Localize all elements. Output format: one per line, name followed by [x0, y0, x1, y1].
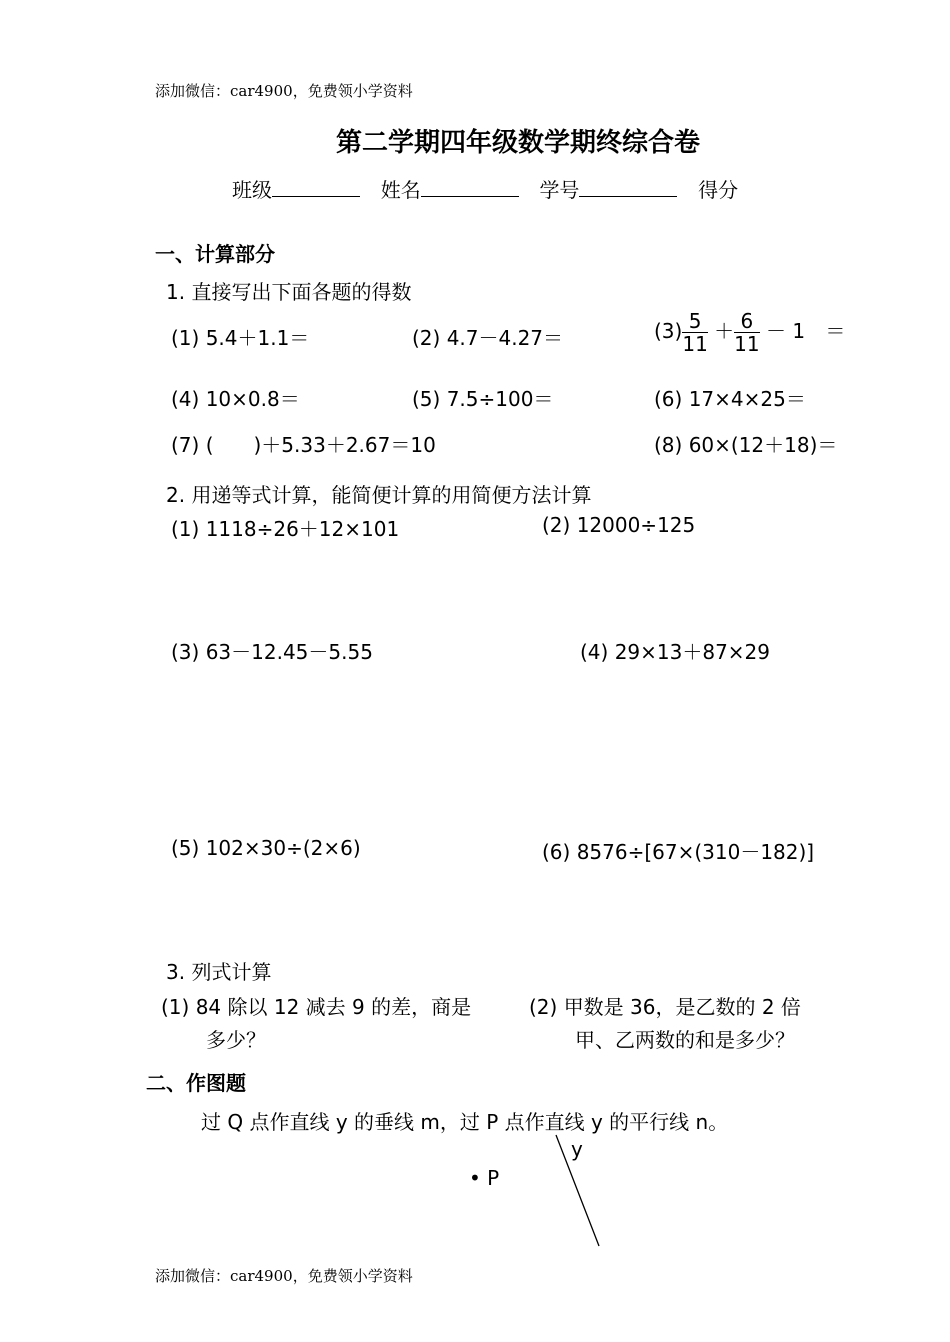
drawing-instruction: 过 Q 点作直线 y 的垂线 m，过 P 点作直线 y 的平行线 n。: [201, 1110, 729, 1134]
number-blank[interactable]: [579, 178, 677, 197]
plus-sign: ＋: [714, 319, 735, 343]
stepwise-item: (1) 1118÷26＋12×101: [171, 517, 400, 541]
section1-heading: 一、计算部分: [155, 242, 275, 266]
stepwise-item: (6) 8576÷[67×(310－182)]: [542, 840, 815, 864]
fraction-a-denominator: 11: [682, 332, 708, 356]
part3-heading: 3. 列式计算: [166, 960, 272, 984]
calc-item: (5) 7.5÷100＝: [412, 387, 554, 411]
minus-one: － 1: [765, 319, 806, 343]
stepwise-item: (5) 102×30÷(2×6): [171, 836, 361, 860]
word-problem-2-line1: (2) 甲数是 36，是乙数的 2 倍: [529, 995, 801, 1019]
fraction-b-denominator: 11: [734, 332, 760, 356]
calc-item: (7) ( )＋5.33＋2.67＝10: [171, 433, 436, 457]
calc-item: (8) 60×(12＋18)＝: [654, 433, 838, 457]
stepwise-item: (3) 63－12.45－5.55: [171, 640, 373, 664]
section2-heading: 二、作图题: [146, 1071, 246, 1095]
word-problem-1-line2: 多少？: [206, 1028, 266, 1052]
stepwise-item: (4) 29×13＋87×29: [580, 640, 770, 664]
fraction-a-numerator: 5: [682, 310, 707, 333]
calc-item: (1) 5.4＋1.1＝: [171, 326, 310, 350]
page-title: 第二学期四年级数学期终综合卷: [335, 128, 700, 158]
info-line: [232, 174, 738, 203]
word-problem-2-line2: 甲、乙两数的和是多少？: [575, 1028, 795, 1052]
fraction-b: [734, 310, 759, 355]
calc-item: (2) 4.7－4.27＝: [412, 326, 564, 350]
footer-note: 添加微信：car4900，免费领小学资料: [155, 1267, 413, 1285]
fraction-a: [682, 310, 707, 355]
calc-item: (4) 10×0.8＝: [171, 387, 300, 411]
equals-sign: ＝: [825, 319, 846, 343]
part1-heading: 1. 直接写出下面各题的得数: [166, 280, 412, 304]
name-blank[interactable]: [421, 178, 519, 197]
score-label: 得分: [698, 178, 739, 202]
fraction-b-numerator: 6: [734, 310, 759, 333]
line-y-label: y: [571, 1137, 583, 1161]
stepwise-item: (2) 12000÷125: [542, 513, 696, 537]
number-label: 学号: [539, 178, 580, 202]
word-problem-1-line1: (1) 84 除以 12 减去 9 的差，商是: [161, 995, 472, 1019]
line-y: [550, 1132, 606, 1250]
name-label: 姓名: [380, 178, 421, 202]
header-note: 添加微信：car4900，免费领小学资料: [155, 82, 413, 100]
calc-item-fraction: [654, 310, 845, 355]
class-blank[interactable]: [272, 178, 360, 197]
calc-item: (6) 17×4×25＝: [654, 387, 806, 411]
fraction-item-label: (3): [654, 319, 683, 343]
class-label: 班级: [232, 178, 272, 202]
part2-heading: 2. 用递等式计算，能简便计算的用简便方法计算: [166, 483, 592, 507]
point-p-label: • P: [469, 1166, 500, 1190]
